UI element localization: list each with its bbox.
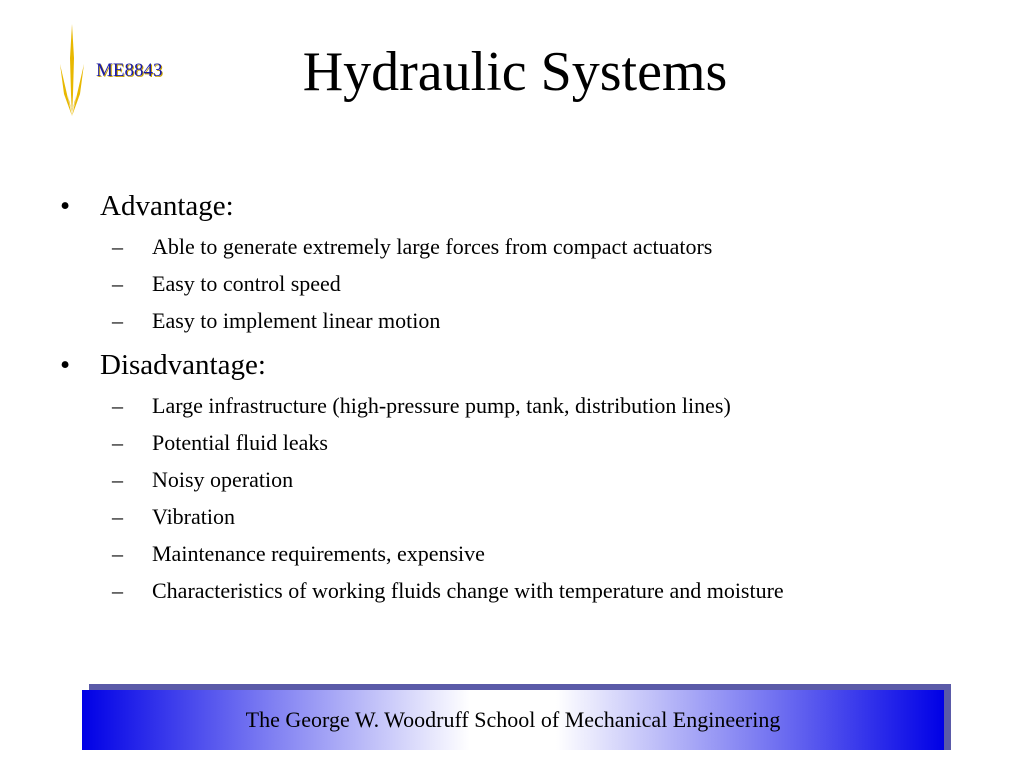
list-item [60, 392, 990, 420]
advantage-section [60, 188, 990, 335]
list-item [60, 233, 990, 261]
sub-bullet-glyph: – [112, 234, 123, 259]
sub-bullet-glyph: – [112, 271, 123, 296]
sub-bullet-glyph: – [112, 578, 123, 603]
list-item-text: Vibration [152, 504, 235, 529]
slide-body [60, 184, 990, 617]
list-item [60, 577, 990, 605]
list-item-text: Easy to control speed [152, 271, 341, 296]
bullet-advantage [60, 188, 990, 224]
slide-title: Hydraulic Systems [302, 41, 728, 103]
sub-bullet-glyph: – [112, 393, 123, 418]
bullet-disadvantage [60, 347, 990, 383]
sub-bullet-glyph: – [112, 308, 123, 333]
list-item-text: Potential fluid leaks [152, 430, 328, 455]
list-item [60, 270, 990, 298]
sub-bullet-glyph: – [112, 467, 123, 492]
list-item-text: Maintenance requirements, expensive [152, 541, 485, 566]
list-item [60, 503, 990, 531]
list-item-text: Large infrastructure (high-pressure pump, tank, distribution lines) [152, 393, 731, 418]
sub-bullet-glyph: – [112, 541, 123, 566]
list-item [60, 540, 990, 568]
disadvantage-section [60, 347, 990, 605]
section-heading: Advantage: [100, 190, 234, 222]
course-code: ME8843 [96, 60, 163, 81]
sub-bullet-glyph: – [112, 430, 123, 455]
footer-banner [82, 690, 944, 750]
list-item [60, 466, 990, 494]
bullet-glyph: • [60, 190, 71, 222]
list-item [60, 429, 990, 457]
sub-bullet-glyph: – [112, 504, 123, 529]
list-item-text: Easy to implement linear motion [152, 308, 441, 333]
bullet-glyph: • [60, 349, 71, 381]
footer-text: The George W. Woodruff School of Mechanical Engineering [245, 707, 781, 732]
list-item-text: Characteristics of working fluids change with temperature and moisture [152, 578, 784, 603]
list-item-text: Able to generate extremely large forces from compact actuators [152, 234, 713, 259]
list-item [60, 307, 990, 335]
list-item-text: Noisy operation [152, 467, 294, 492]
section-heading: Disadvantage: [100, 349, 266, 381]
